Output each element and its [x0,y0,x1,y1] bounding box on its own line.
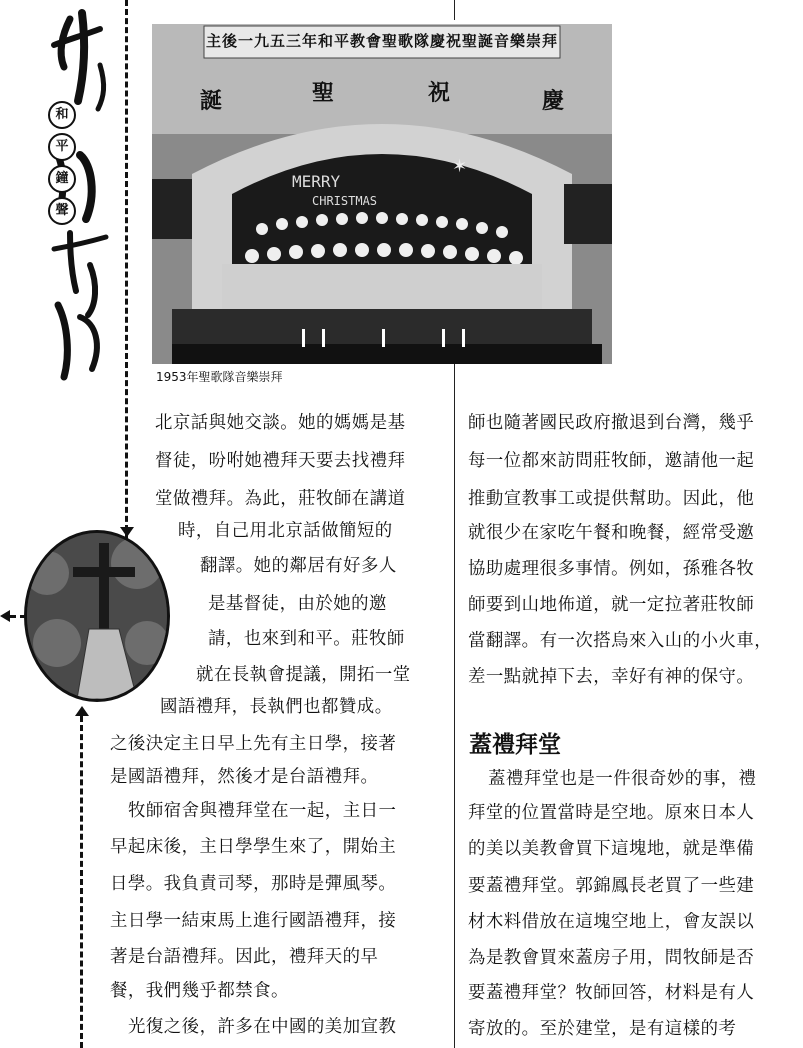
text-line: 寄放的。至於建堂，是有這樣的考 [468,1019,737,1039]
text-line: 著是台語禮拜。因此，禮拜天的早 [110,947,379,967]
text-line: 是基督徒，由於她的邀 [208,594,387,614]
arch-char-4: 慶 [542,88,565,114]
text-line: 推動宣教事工或提供幫助。因此，他 [468,489,755,509]
cross-graphic [27,533,167,699]
photo-caption: 1953年聖歌隊音樂崇拜 [156,370,283,384]
logo-char-3: 鐘 [48,165,76,193]
text-line: 國語禮拜，長執們也都贊成。 [160,697,393,717]
text-line: 的美以美教會買下這塊地，就是準備 [468,839,755,859]
text-line: 師要到山地佈道，就一定拉著莊牧師 [468,595,755,615]
text-line: 請，也來到和平。莊牧師 [208,629,405,649]
text-line: 就在長執會提議，開拓一堂 [196,665,411,685]
christmas-banner: CHRISTMAS [312,194,378,208]
star-icon: ✶ [452,156,468,177]
merry-banner: MERRY [292,172,341,191]
church-cross-image [24,530,170,702]
text-line: 當翻譯。有一次搭烏來入山的小火車， [468,631,773,651]
text-line: 蓋禮拜堂也是一件很奇妙的事，禮 [488,769,757,789]
logo-badge-stack [48,101,78,225]
arch-char-1: 誕 [200,88,223,114]
text-line: 要蓋禮拜堂。郭錦鳳長老買了一些建 [468,876,755,896]
arch-char-3: 祝 [428,80,451,106]
top-column-divider [454,0,455,20]
text-line: 協助處理很多事情。例如，孫雅各牧 [468,559,755,579]
text-line: 拜堂的位置當時是空地。原來日本人 [468,803,755,823]
text-line: 時，自己用北京話做簡短的 [178,521,393,541]
text-line: 要蓋禮拜堂？牧師回答，材料是有人 [468,983,755,1003]
dashed-guide-bottom [80,716,83,1048]
choir-photo [152,24,612,364]
section-heading: 蓋禮拜堂 [469,732,561,758]
text-line: 堂做禮拜。為此，莊牧師在講道 [155,489,406,509]
text-line: 主日學一結束馬上進行國語禮拜，接 [110,911,397,931]
text-line: 北京話與她交談。她的媽媽是基 [155,413,406,433]
text-line: 之後決定主日早上先有主日學，接著 [110,734,397,754]
column-divider [454,360,455,1048]
text-line: 日學。我負責司琴，那時是彈風琴。 [110,874,397,894]
text-line: 牧師宿舍與禮拜堂在一起，主日一 [128,801,397,821]
text-line: 差一點就掉下去，幸好有神的保守。 [468,667,755,687]
text-line: 師也隨著國民政府撤退到台灣，幾乎 [468,413,755,433]
photo-banner-text: 主後一九五三年和平教會聖歌隊慶祝聖誕音樂崇拜 [205,32,558,50]
text-line: 每一位都來訪問莊牧師，邀請他一起 [468,451,755,471]
arrow-left-icon [0,610,10,622]
text-line: 早起床後，主日學學生來了，開始主 [110,837,397,857]
text-line: 餐，我們幾乎都禁食。 [110,981,289,1001]
text-line: 是國語禮拜，然後才是台語禮拜。 [110,767,379,787]
text-line: 材木料借放在這塊空地上，會友誤以 [468,912,755,932]
dashed-guide-top [125,0,128,540]
text-line: 翻譯。她的鄰居有好多人 [200,556,397,576]
arrow-up-icon [75,706,89,716]
arch-char-2: 聖 [312,80,335,106]
text-line: 光復之後，許多在中國的美加宣教 [128,1017,397,1037]
logo-char-2: 平 [48,133,76,161]
text-line: 為是教會買來蓋房子用，問牧師是否 [468,948,755,968]
logo-char-4: 聲 [48,197,76,225]
choir-photo-graphic [152,24,612,364]
text-line: 就很少在家吃午餐和晚餐，經常受邀 [468,523,755,543]
logo-char-1: 和 [48,101,76,129]
text-line: 督徒，吩咐她禮拜天要去找禮拜 [155,451,406,471]
column-logo [40,5,120,385]
